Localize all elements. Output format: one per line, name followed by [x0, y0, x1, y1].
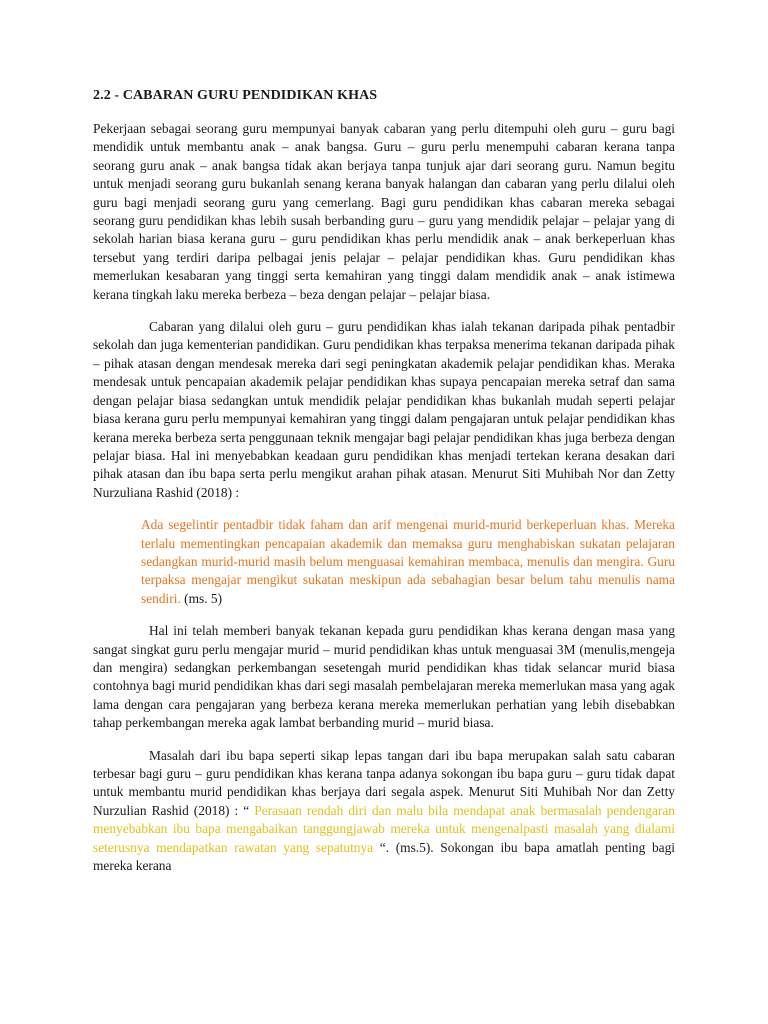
block-quote-text: Ada segelintir pentadbir tidak faham dan arif mengenai murid-murid berkeperluan khas. Mereka terlalu mementingkan pencapaian akademik dan memaksa guru menghabiskan sukatan pelajaran sedangkan murid-murid masih belum menguasai kemahiran membaca, menulis dan mengira. Guru terpaksa mengajar mengikut sukatan meskipun ada sebahagian besar belum tahu menulis nama sendiri.: [141, 517, 675, 606]
paragraph-3: Hal ini telah memberi banyak tekanan kepada guru pendidikan khas kerana dengan masa yang sangat singkat guru perlu mengajar murid – murid pendidikan khas untuk menguasai 3M (menulis,mengeja dan mengira) sedangkan perkembangan sesetengah murid pendidikan khas tidak selancar murid biasa contohnya bagi murid pendidikan khas dari segi masalah pembelajaran mereka memerlukan masa yang agak lama dengan cara pengajaran yang berbeza kerana mereka memerlukan perhatian yang lebih disebabkan tahap perkembangan mereka agak lambat berbanding murid – murid biasa.: [93, 623, 675, 731]
section-heading: 2.2 - CABARAN GURU PENDIDIKAN KHAS: [93, 88, 378, 103]
inline-quote-text: Perasaan rendah diri dan malu bila mendapat anak bermasalah pendengaran menyebabkan ibu bapa mengabaikan tanggungjawab mereka untuk mengenalpasti masalah yang dialami seterusnya mendapatkan rawatan yang sepatutnya: [93, 802, 676, 855]
paragraph-4-start: Masalah dari ibu bapa seperti sikap lepas tangan dari ibu bapa merupakan salah satu cabaran terbesar bagi guru – guru pendidikan khas kerana tanpa adanya sokongan ibu bapa guru – guru tidak dapat untuk membantu murid pendidikan khas berjaya dari segala aspek. Menurut Siti Muhibah Nor dan Zetty Nurzulian Rashid (2018) : “: [93, 747, 675, 818]
paragraph-2: Cabaran yang dilalui oleh guru – guru pendidikan khas ialah tekanan daripada pihak pentadbir sekolah dan juga kementerian pandidikan. Guru pendidikan khas terpaksa menerima tekanan daripada pihak – pihak atasan dengan mendesak mereka dari segi peningkatan akademik pelajar pendidikan khas. Meraka mendesak untuk pencapaian akademik pelajar pendidikan khas supaya pencapaian mereka setraf dan sama dengan pelajar biasa sedangkan untuk mendidik pelajar pendidikan khas bukanlah mudah seperti pelajar biasa kerana guru perlu mempunyai kemahiran yang tinggi dalam pengajaran untuk pelajar pendidikan khas kerana mereka berbeza serta penggunaan teknik mengajar bagi pelajar pendidikan khas juga berbeza dengan pelajar biasa. Hal ini menyebabkan keadaan guru pendidikan khas menjadi tertekan kerana desakan dari pihak atasan dan ibu bapa serta perlu mengikut arahan pihak atasan. Menurut Siti Muhibah Nor dan Zetty Nurzuliana Rashid (2018) :: [93, 319, 675, 500]
block-quote-reference: (ms. 5): [180, 590, 223, 606]
paragraph-4: [93, 747, 675, 876]
document-page: [93, 86, 675, 889]
block-quote: [141, 516, 675, 608]
paragraph-1: Pekerjaan sebagai seorang guru mempunyai banyak cabaran yang perlu ditempuhi oleh guru – guru bagi mendidik untuk membantu anak – anak bangsa. Guru – guru perlu menempuhi cabaran kerana tanpa seorang guru anak – anak bangsa tidak akan berjaya tanpa tunjuk ajar dari seorang guru. Namun begitu untuk menjadi seorang guru bukanlah senang kerana banyak halangan dan cabaran yang perlu dilalui oleh guru bagi menjadi seorang guru yang cemerlang. Bagi guru pendidikan khas cabaran mereka sebagai seorang guru pendidikan khas lebih susah berbanding guru – guru yang mendidik pelajar – pelajar yang di sekolah harian biasa kerana guru – guru pendidikan khas perlu mendidik anak – anak berkeperluan khas tersebut yang terdiri daripa pelbagai jenis pelajar – pelajar pendidikan khas. Guru pendidikan khas memerlukan kesabaran yang tinggi serta kemahiran yang tinggi dalam mendidik anak – anak istimewa kerana tingkah laku mereka berbeza – beza dengan pelajar – pelajar biasa.: [93, 121, 675, 302]
paragraph-4-end: “. (ms.5). Sokongan ibu bapa amatlah penting bagi mereka kerana: [93, 839, 675, 874]
